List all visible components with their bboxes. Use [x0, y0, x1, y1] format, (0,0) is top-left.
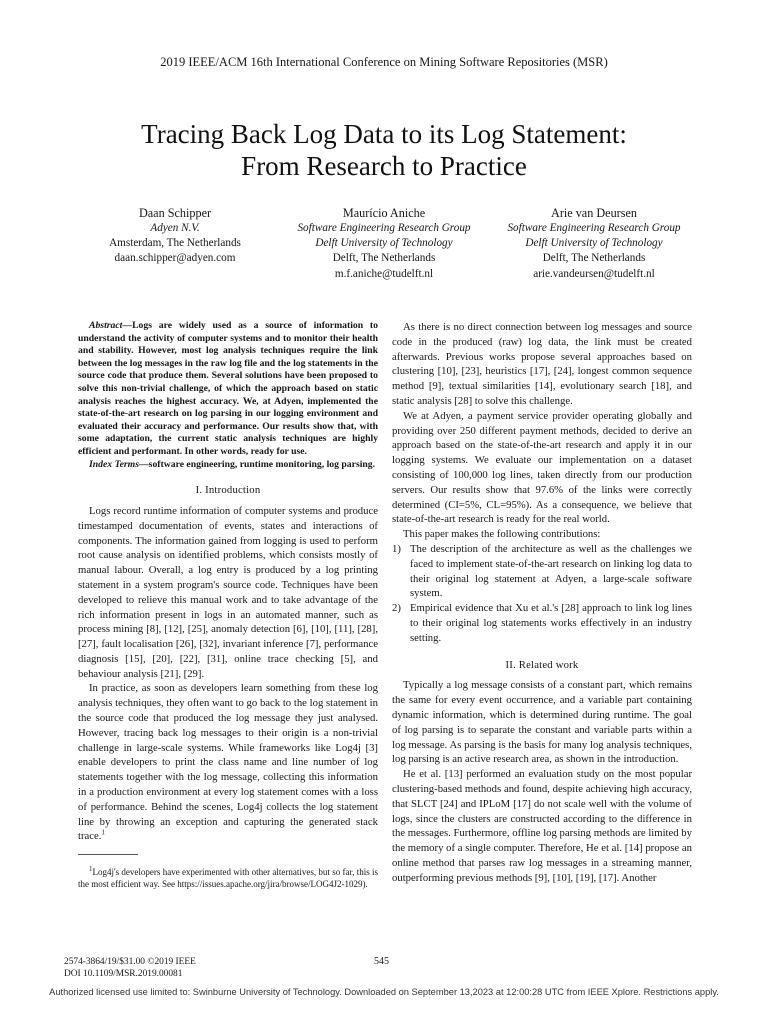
author-affiliation: Software Engineering Research Group — [297, 222, 471, 234]
abstract — [78, 320, 378, 459]
index-terms-text: —software engineering, runtime monitoring, log parsing. — [138, 458, 376, 470]
index-terms — [78, 459, 378, 472]
author-university: Delft University of Technology — [315, 237, 453, 250]
paragraph: As there is no direct connection between log messages and source code in the produced (raw) log data, the link must be created afterwards. Previous works propose several approaches based on clustering [10], [23], heuristics [17], [24], longest common sequence method [9], textual similarities [14], evolutionary search [18], and static analysis [28] to solve this challenge. — [392, 321, 692, 407]
paper-title — [0, 118, 768, 182]
footer-copyright — [64, 956, 196, 980]
list-item — [392, 542, 692, 601]
author-location: Delft, The Netherlands — [332, 252, 436, 265]
author-university: Delft University of Technology — [525, 237, 663, 250]
paragraph: Typically a log message consists of a constant part, which remains the same for every event occurrence, and a variable part containing dynamic information, which is determined during runtime. The goal of log parsing is to separate the constant and variable parts within a log message. As parsing is the basis for many log analysis techniques, log parsing is an active research area, as shown in the introduction. — [392, 679, 692, 766]
license-notice: Authorized licensed use limited to: Swinburne University of Technology. Downloaded on September 13,2023 at 12:00:28 UTC from IEEE Xplore. Restrictions apply. — [49, 987, 719, 997]
author-affiliation: Software Engineering Research Group — [507, 222, 681, 234]
contributions-list — [392, 542, 692, 646]
author-email[interactable]: daan.schipper@adyen.com — [114, 252, 236, 265]
footnote-divider — [78, 854, 138, 855]
list-item-text: The description of the architecture as well as the challenges we faced to implement state-of-the-art research on linking log data to their original log statement at Adyen, a large-scale software system. — [410, 542, 692, 600]
paper-title-line-2: From Research to Practice — [241, 151, 527, 181]
author-name: Maurício Aniche — [342, 206, 426, 220]
footnote-marker[interactable]: 1 — [101, 828, 105, 837]
conference-header: 2019 IEEE/ACM 16th International Conference on Mining Software Repositories (MSR) — [160, 55, 608, 69]
author-block-3 — [484, 205, 704, 282]
author-email[interactable]: m.f.aniche@tudelft.nl — [334, 267, 434, 280]
right-column — [392, 320, 692, 885]
abstract-label: Abstract — [89, 320, 123, 331]
list-item — [392, 601, 692, 645]
paragraph: Logs record runtime information of computer systems and produce timestamped documentation of events, states and interactions of components. The information gained from logging is used to perform root cause analysis on identified problems, which consists mostly of manual labour. Overall, a log entry is produced by a log printing statement in a system program's source code. Techniques have been developed to relieve this manual work and to take advantage of the rich information present in logs in an automated manner, such as process mining [8], [12], [25], anomaly detection [6], [10], [11], [28], [27], fault localisation [26], [32], invariant inference [7], performance diagnosis [15], [20], [22], [31], online trace checking [5], and behaviour analysis [21], [29]. — [78, 504, 378, 680]
author-block-1 — [65, 205, 285, 267]
author-location: Amsterdam, The Netherlands — [109, 237, 241, 250]
index-terms-label: Index Terms — [89, 458, 139, 470]
abstract-text: —Logs are widely used as a source of information to understand the activity of computer systems and to monitor their health and stability. However, most log analysis techniques require the link between the log messages in the raw log file and the log statements in the source code that produce them. Several solutions have been proposed to solve this non-trivial challenge, of which the approach based on static analysis reaches the highest accuracy. We, at Adyen, implemented the state-of-the-art research on log parsing in our logging environment and evaluated their accuracy and performance. Our results show that, with some adaptation, the current static analysis techniques are highly efficient and performant. In other words, ready for use. — [78, 320, 378, 457]
list-item-number: 2) — [392, 602, 401, 615]
list-item-text: Empirical evidence that Xu et al.'s [28] approach to link log lines to their original log statements works effectively in an industry setting. — [410, 602, 692, 644]
left-column — [78, 320, 378, 890]
author-name: Arie van Deursen — [551, 206, 637, 220]
section-heading-introduction: I. Introduction — [195, 484, 261, 497]
footer-doi[interactable]: DOI 10.1109/MSR.2019.00081 — [64, 969, 183, 979]
author-name: Daan Schipper — [138, 206, 212, 220]
page-number: 545 — [374, 956, 389, 967]
paragraph: We at Adyen, a payment service provider operating globally and providing over 250 different payment methods, decided to derive an approach based on the state-of-the-art research and apply it in our logging systems. We evaluate our implementation on a dataset consisting of 100,000 log lines, taken directly from our production servers. Our results show that 97.6% of the links were correctly determined (CI=5%, CL=95%). As a consequence, we believe that state-of-the-art research is ready for the real world. — [392, 409, 692, 526]
paragraph-text: In practice, as soon as developers learn something from these log analysis techniques, they often want to go back to the log statement in the source code that produced the log message they just analysed. However, tracing back log messages to their origin is a non-trivial challenge in large-scale systems. While frameworks like Log4j [3] enable developers to print the class name and line number of log statements together with the log message, collecting this information in a production environment at every log statement comes with a loss of performance. Behind the scenes, Log4j collects the log statement line by throwing an exception and capturing the generated stack trace. — [78, 682, 378, 843]
author-email[interactable]: arie.vandeursen@tudelft.nl — [533, 267, 655, 280]
paragraph — [78, 681, 378, 844]
paragraph: This paper makes the following contributions: — [403, 528, 601, 541]
footnote-text: Log4j's developers have experimented with other alternatives, but so far, this is the most efficient way. See https://issues.apache.org/jira/browse/LOG4J2-1029). — [78, 867, 378, 889]
footnote-number: 1 — [89, 865, 93, 874]
list-item-number: 1) — [392, 542, 401, 555]
paper-title-line-1: Tracing Back Log Data to its Log Statement: — [141, 119, 627, 149]
footer-issn: 2574-3864/19/$31.00 ©2019 IEEE — [64, 957, 196, 967]
section-heading-related-work: II. Related work — [505, 658, 579, 671]
author-block-2 — [274, 205, 494, 282]
paragraph: He et al. [13] performed an evaluation study on the most popular clustering-based methods and found, despite achieving high accuracy, that SLCT [24] and IPLoM [17] do not scale well with the volume of logs, since the clusters are constructed according to the difference in the messages. Furthermore, offline log parsing methods are limited by the memory of a single computer. Therefore, He et al. [14] propose an online method that parses raw log messages in a streaming manner, outperforming previous methods [9], [10], [19], [17]. Another — [392, 768, 692, 884]
author-location: Delft, The Netherlands — [542, 252, 646, 265]
author-affiliation: Adyen N.V. — [150, 222, 200, 234]
footnote — [78, 867, 378, 890]
